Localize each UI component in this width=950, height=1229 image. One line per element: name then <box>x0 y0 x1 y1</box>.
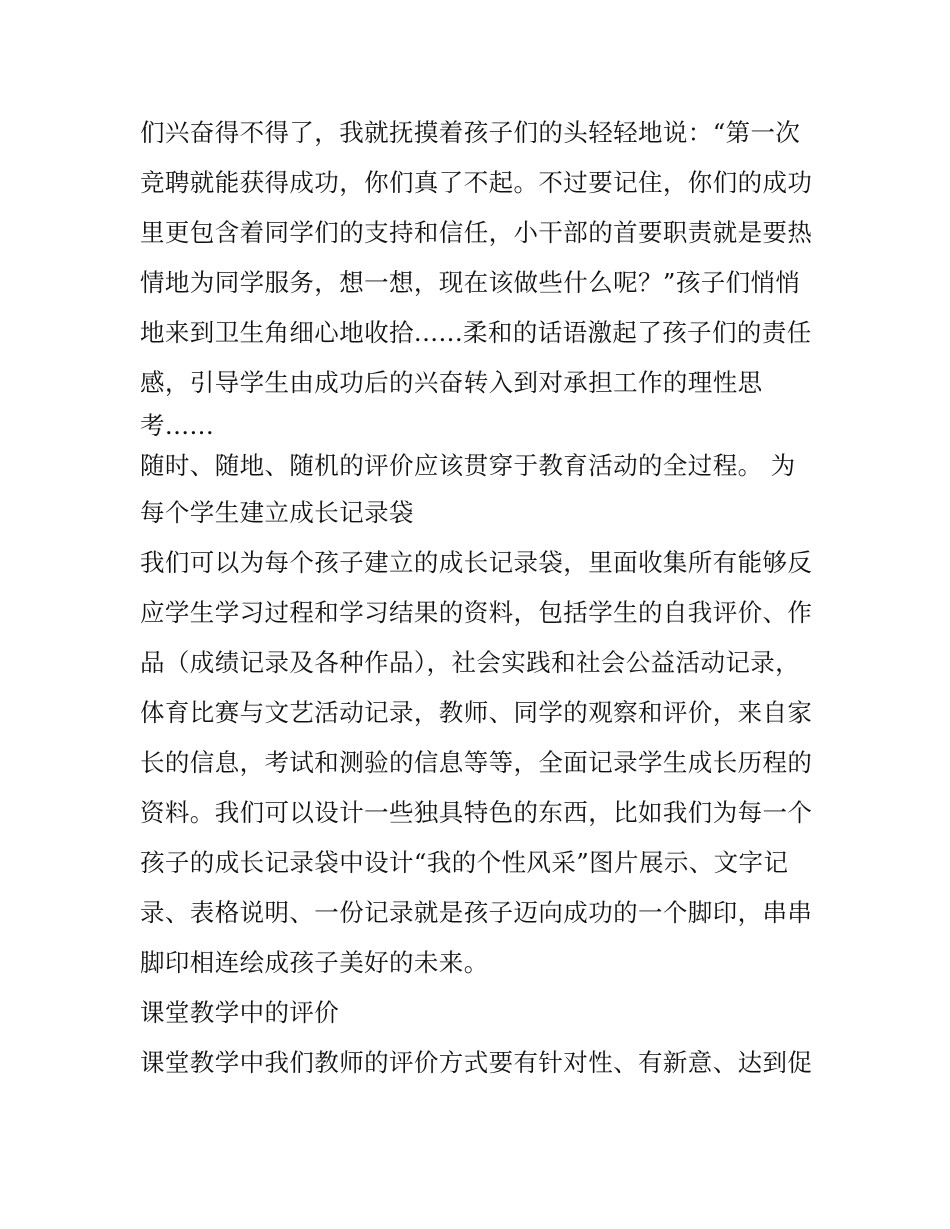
text-line-11: 应学生学习过程和学习结果的资料，包括学生的自我评价、作 <box>140 598 813 627</box>
text-line-7: 考...... <box>140 411 215 440</box>
text-line-17: 录、表格说明、一份记录就是孩子迈向成功的一个脚印，串串 <box>140 898 813 927</box>
section-heading-classroom-evaluation: 课堂教学中的评价 <box>140 998 340 1027</box>
text-line-14: 长的信息，考试和测验的信息等等，全面记录学生成长历程的 <box>140 748 813 777</box>
text-line-1: 们兴奋得不得了，我就抚摸着孩子们的头轻轻地说：“第一次 <box>140 118 801 147</box>
text-line-4: 情地为同学服务，想一想，现在该做些什么呢？”孩子们悄悄 <box>140 268 801 297</box>
text-line-8: 随时、随地、随机的评价应该贯穿于教育活动的全过程。 为 <box>140 451 796 480</box>
text-line-13: 体育比赛与文艺活动记录，教师、同学的观察和评价，来自家 <box>140 698 813 727</box>
text-line-12: 品（成绩记录及各种作品），社会实践和社会公益活动记录， <box>140 648 801 677</box>
text-line-18: 脚印相连绘成孩子美好的未来。 <box>140 948 489 977</box>
text-line-2: 竞聘就能获得成功，你们真了不起。不过要记住，你们的成功 <box>140 168 813 197</box>
text-line-10: 我们可以为每个孩子建立的成长记录袋，里面收集所有能够反 <box>140 548 813 577</box>
text-line-15: 资料。我们可以设计一些独具特色的东西，比如我们为每一个 <box>140 798 813 827</box>
text-line-3: 里更包含着同学们的支持和信任，小干部的首要职责就是要热 <box>140 218 813 247</box>
text-line-20: 课堂教学中我们教师的评价方式要有针对性、有新意、达到促 <box>140 1048 813 1077</box>
document-page <box>140 108 820 1088</box>
text-line-5: 地来到卫生角细心地收拾......柔和的话语激起了孩子们的责任 <box>140 318 812 347</box>
section-heading-growth-record: 每个学生建立成长记录袋 <box>140 498 414 527</box>
text-line-6: 感，引导学生由成功后的兴奋转入到对承担工作的理性思 <box>140 368 763 397</box>
text-line-16: 孩子的成长记录袋中设计“我的个性风采”图片展示、文字记 <box>140 848 789 877</box>
